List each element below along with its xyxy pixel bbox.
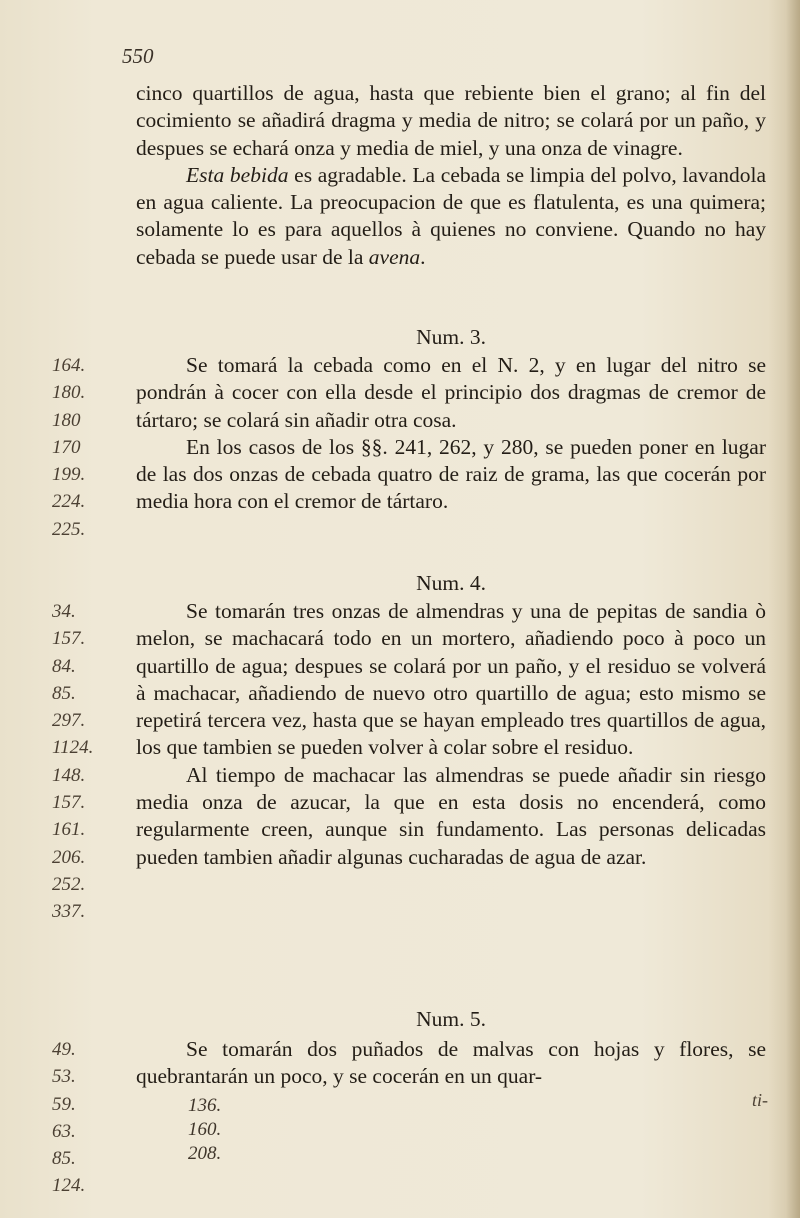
- paragraph-2-body: es agradable. La cebada se limpia del polvo, lavandola en agua caliente. La preocupacion de que es flatulenta, es una quimera; solamente lo es para aquellos à quienes no conviene. Quando no hay cebada se puede usar de la: [136, 162, 766, 269]
- margin-note: 224.: [52, 491, 86, 513]
- paragraph-4: En los casos de los §§. 241, 262, y 280, se pueden poner en lugar de las dos onzas de cebada quatro de raiz de grama, las que cocerán por media hora con el cremor de tártaro.: [136, 434, 766, 514]
- margin-note: 84.: [52, 655, 76, 677]
- page-edge-shadow: [786, 0, 800, 1218]
- margin-notes-top: [52, 352, 122, 543]
- margin-note: 148.: [52, 764, 86, 786]
- paragraph-6: Al tiempo de machacar las almendras se puede añadir sin riesgo media onza de azucar, la que en esta dosis no encenderá, como regularmente creen, aunque sin fundamento. Las personas delicadas pueden tambien añadir algunas cucharadas de agua de azar.: [136, 762, 766, 869]
- margin-note: 124.: [52, 1175, 86, 1197]
- margin-note: 157.: [52, 792, 86, 814]
- margin-note: 85.: [52, 682, 76, 704]
- paragraph-2-lead: Esta bebida: [186, 162, 289, 187]
- margin-note: 63.: [52, 1120, 76, 1142]
- paragraph-2-end: .: [420, 244, 426, 269]
- paragraph-1: cinco quartillos de agua, hasta que rebiente bien el grano; al fin del cocimiento se añadirá dragma y media de nitro; se colará por un paño, y despues se echará onza y media de miel, y una onza de vinagre.: [136, 81, 766, 160]
- margin-note: 59.: [52, 1093, 76, 1115]
- margin-notes-bottom: [52, 1036, 122, 1200]
- margin-note: 170: [52, 436, 81, 458]
- margin-note: 1124.: [52, 737, 94, 759]
- heading-num-3: Num. 3.: [416, 325, 486, 349]
- margin-note: 157.: [52, 628, 86, 650]
- text-block-1: [136, 80, 766, 271]
- margin-note: 337.: [52, 901, 86, 923]
- text-block-2: [136, 352, 766, 516]
- bottom-note-line: 160.: [188, 1119, 222, 1140]
- bottom-note-line: 136.: [188, 1095, 222, 1116]
- catchword: ti-: [752, 1090, 768, 1110]
- margin-note: 206.: [52, 846, 86, 868]
- margin-note: 85.: [52, 1148, 76, 1170]
- margin-note: 180.: [52, 382, 86, 404]
- paragraph-2: [136, 162, 766, 271]
- margin-note: 180: [52, 409, 81, 431]
- margin-note: 225.: [52, 518, 86, 540]
- heading-num-5: Num. 5.: [416, 1007, 486, 1031]
- heading-num-4: Num. 4.: [416, 571, 486, 595]
- text-block-4: [136, 1036, 766, 1091]
- paragraph-2-tail: avena: [368, 244, 421, 269]
- margin-note: 199.: [52, 464, 86, 486]
- bottom-note-line: 208.: [188, 1143, 222, 1164]
- margin-note: 161.: [52, 819, 86, 841]
- margin-note: 34.: [52, 601, 76, 622]
- paragraph-7: Se tomarán dos puñados de malvas con hojas y flores, se quebrantarán un poco, y se cocerán en un quar-: [136, 1037, 766, 1089]
- paragraph-3: Se tomará la cebada como en el N. 2, y en lugar del nitro se pondrán à cocer con ella desde el principio dos dragmas de cremor de tártaro; se colará sin añadir otra cosa.: [136, 353, 766, 432]
- paragraph-5: Se tomarán tres onzas de almendras y una de pepitas de sandia ò melon, se machacará todo en un mortero, añadiendo poco à poco un quartillo de agua; despues se colará por un paño, y el residuo se volverá à machacar, añadiendo de nuevo otro quartillo de agua; esto mismo se repetirá tercera vez, hasta que se hayan empleado tres quartillos de agua, los que tambien se pueden volver à colar sobre el residuo.: [136, 599, 766, 760]
- bottom-handwritten-note: [188, 1094, 308, 1166]
- page-number: 550: [122, 44, 154, 68]
- margin-notes-mid: [52, 598, 122, 926]
- margin-note: 297.: [52, 710, 86, 732]
- margin-note: 53.: [52, 1066, 76, 1088]
- margin-note: 49.: [52, 1039, 76, 1060]
- text-block-3: [136, 598, 766, 871]
- margin-note: 252.: [52, 873, 86, 895]
- margin-note: 164.: [52, 355, 86, 376]
